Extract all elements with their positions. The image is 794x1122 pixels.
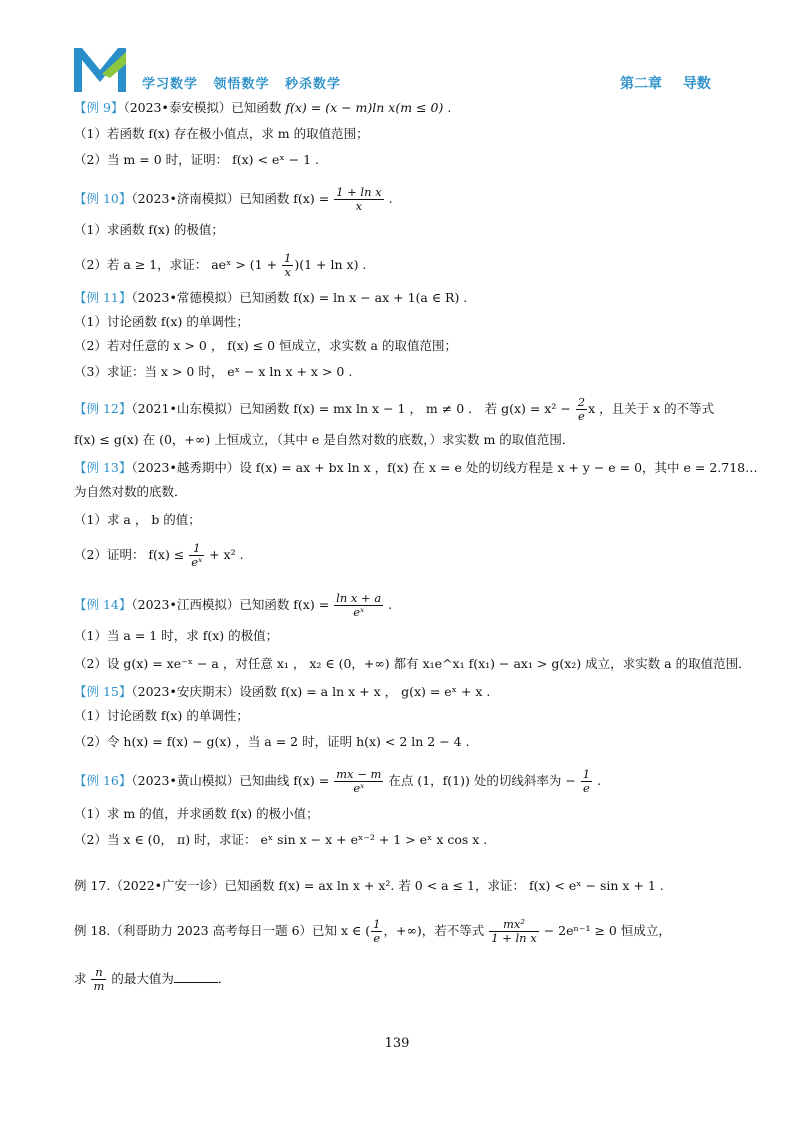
example-10-statement: 【例 10】（2023•济南模拟）已知函数 f(x) = $\frac{\text{1 + ln x}}{x}$ . bbox=[74, 185, 393, 213]
answer-blank bbox=[174, 970, 218, 983]
fraction: $\frac{1}{e}$ bbox=[373, 917, 381, 945]
example-13-part-2: （2）证明： f(x) ≤ $\frac{1}{\text{eˣ}}$ + x² . bbox=[74, 541, 244, 569]
example-label: 【例 15】 bbox=[74, 684, 132, 699]
example-18-question: 求 $\frac{n}{m}$ 的最大值为 ． bbox=[74, 965, 231, 993]
example-16-statement: 【例 16】（2023•黄山模拟）已知曲线 f(x) = $\frac{mx - m}{\text{eˣ}}$ 在点 (1，f(1)) 处的切线斜率为 − $\frac{1}{e}$ . bbox=[74, 767, 602, 795]
fraction: $\frac{1}{x}$ bbox=[284, 251, 292, 279]
example-11-part-1: （1）讨论函数 f(x) 的单调性； bbox=[74, 314, 249, 329]
example-14-statement: 【例 14】（2023•江西模拟）已知函数 f(x) = $\frac{\text{ln x + a}}{\text{eˣ}}$ . bbox=[74, 591, 393, 619]
example-label: 【例 12】 bbox=[74, 401, 132, 416]
example-label: 【例 10】 bbox=[74, 191, 132, 206]
example-13-part-1: （1）求 a ， b 的值； bbox=[74, 512, 201, 527]
example-9-part-2: （2）当 m = 0 时，证明： f(x) < eˣ − 1 . bbox=[74, 152, 319, 167]
example-15-part-1: （1）讨论函数 f(x) 的单调性； bbox=[74, 708, 249, 723]
fraction: $\frac{mx - m}{\text{eˣ}}$ bbox=[336, 767, 382, 795]
example-label: 【例 11】 bbox=[74, 290, 132, 305]
example-11-statement: 【例 11】（2023•常德模拟）已知函数 f(x) = ln x − ax + 1(a ∈ R) . bbox=[74, 290, 468, 305]
example-11-part-3: （3）求证：当 x > 0 时， eˣ − x ln x + x > 0 . bbox=[74, 364, 353, 379]
header-slogan: 学习数学 领悟数学 秒杀数学 bbox=[142, 77, 342, 92]
example-13-line-2: 为自然对数的底数． bbox=[74, 484, 187, 499]
example-12-statement: 【例 12】（2021•山东模拟）已知函数 f(x) = mx ln x − 1 ， m ≠ 0 ． 若 g(x) = x² − $\frac{2}{e}$ x ，且关于 x 的不等式 bbox=[74, 395, 715, 423]
example-13-statement: 【例 13】（2023•越秀期中）设 f(x) = ax + bx ln x ，f(x) 在 x = e 处的切线方程是 x + y − e = 0，其中 e = 2.718… bbox=[74, 460, 758, 475]
example-10-part-1: （1）求函数 f(x) 的极值； bbox=[74, 222, 224, 237]
fraction: $\frac{1}{e}$ bbox=[582, 767, 591, 795]
example-label: 【例 13】 bbox=[74, 460, 132, 475]
example-12-line-2: f(x) ≤ g(x) 在 (0，+∞) 上恒成立，（其中 e 是自然对数的底数，）求实数 m 的取值范围． bbox=[74, 432, 575, 447]
example-label: 【例 16】 bbox=[74, 773, 132, 788]
example-11-part-2: （2）若对任意的 x > 0 ， f(x) ≤ 0 恒成立，求实数 a 的取值范围； bbox=[74, 338, 457, 353]
page-number: 139 bbox=[384, 1036, 410, 1051]
fraction: $\frac{1}{\text{eˣ}}$ bbox=[191, 541, 203, 569]
brand-logo bbox=[72, 44, 128, 94]
math-expression: f(x) = (x − m)ln x(m ≤ 0) bbox=[285, 100, 444, 115]
example-9-statement: 【例 9】（2023•泰安模拟）已知函数 f(x) = (x − m)ln x(m ≤ 0) . bbox=[74, 100, 452, 115]
example-label: 【例 9】 bbox=[74, 100, 124, 115]
fraction: $\frac{\text{1 + ln x}}{x}$ bbox=[336, 185, 382, 213]
example-16-part-1: （1）求 m 的值，并求函数 f(x) 的极小值； bbox=[74, 806, 319, 821]
example-14-part-1: （1）当 a = 1 时，求 f(x) 的极值； bbox=[74, 628, 279, 643]
header-chapter: 第二章 导数 bbox=[620, 76, 711, 92]
example-14-part-2: （2）设 g(x) = xe⁻ˣ − a ，对任意 x₁ ， x₂ ∈ (0，+∞) 都有 x₁e^x₁ f(x₁) − ax₁ > g(x₂) 成立，求实数 a 的取值范围． bbox=[74, 656, 751, 671]
example-label: 【例 14】 bbox=[74, 597, 132, 612]
example-16-part-2: （2）当 x ∈ (0， π) 时，求证： eˣ sin x − x + eˣ⁻² + 1 > eˣ x cos x . bbox=[74, 832, 488, 847]
example-17-statement: 例 17.（2022•广安一诊）已知函数 f(x) = ax ln x + x². 若 0 < a ≤ 1，求证： f(x) < eˣ − sin x + 1 . bbox=[74, 878, 664, 893]
example-10-part-2: （2）若 a ≥ 1，求证： aeˣ > (1 + $\frac{1}{x}$ )(1 + ln x) . bbox=[74, 251, 367, 279]
fraction: $\frac{n}{m}$ bbox=[93, 965, 105, 993]
fraction: $\frac{\text{ln x + a}}{\text{eˣ}}$ bbox=[336, 591, 382, 619]
fraction: $\frac{2}{e}$ bbox=[577, 395, 586, 423]
example-9-part-1: （1）若函数 f(x) 存在极小值点，求 m 的取值范围； bbox=[74, 126, 369, 141]
example-15-statement: 【例 15】（2023•安庆期末）设函数 f(x) = a ln x + x ， g(x) = eˣ + x . bbox=[74, 684, 491, 699]
fraction: $\frac{\text{mx²}}{\text{1 + ln x}}$ bbox=[491, 917, 537, 945]
example-18-statement: 例 18.（利哥助力 2023 高考每日一题 6）已知 x ∈ ( $\frac{1}{e}$ ，+∞)，若不等式 $\frac{\text{mx²}}{\text{1 + ln x}}$ − 2eⁿ⁻¹ ≥ 0 恒成立， bbox=[74, 917, 671, 945]
example-15-part-2: （2）令 h(x) = f(x) − g(x) ，当 a = 2 时，证明 h(x) < 2 ln 2 − 4 . bbox=[74, 734, 470, 749]
